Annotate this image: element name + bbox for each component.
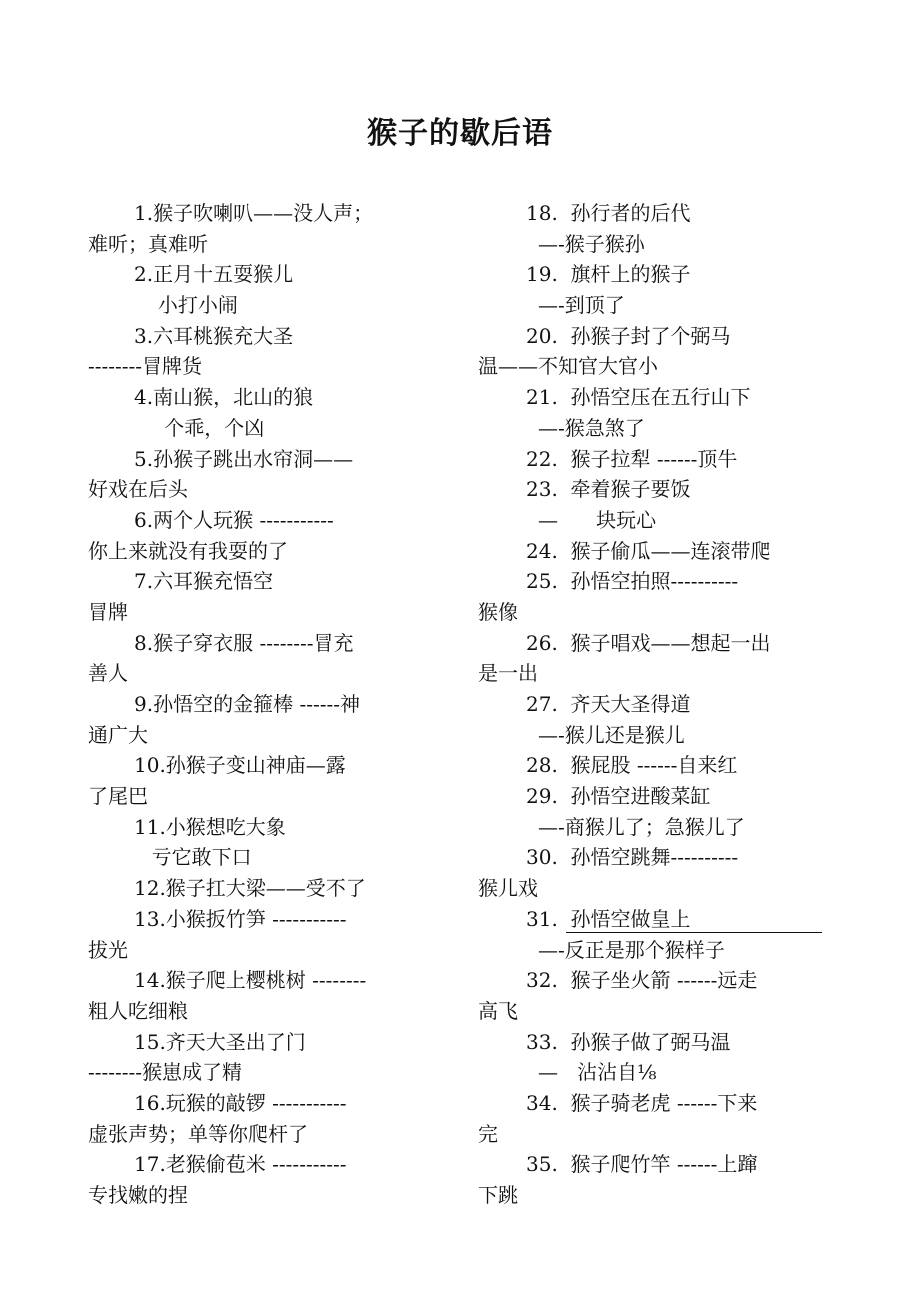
right-line: 29. 孙悟空进酸菜缸 (526, 784, 711, 809)
left-column (88, 198, 448, 1211)
right-line: 18. 孙行者的后代 (526, 201, 691, 225)
right-line: — 块玩心 (538, 507, 657, 532)
right-line: 30. 孙悟空跳舞---------- (526, 845, 739, 870)
left-line: 17.老猴偷苞米 ----------- (134, 1152, 347, 1177)
right-line: 24. 猴子偷瓜——连滚带爬 (526, 538, 771, 563)
right-line: 猴儿戏 (478, 876, 538, 901)
right-line: —-商猴儿了；急猴儿了 (538, 814, 745, 839)
right-line: 22. 猴子拉犁 ------顶牛 (526, 446, 738, 471)
left-line: 拔光 (88, 937, 128, 962)
right-line: 下跳 (478, 1183, 518, 1207)
left-line: 难听；真难听 (88, 231, 208, 256)
left-line: 10.孙猴子变山神庙—露 (134, 753, 346, 778)
left-line: 通广大 (88, 722, 148, 747)
right-line: 33. 孙猴子做了弼马温 (526, 1029, 731, 1054)
left-line: 12.猴子扛大梁——受不了 (134, 876, 366, 901)
right-line: 35. 猴子爬竹竿 ------上蹿 (526, 1152, 758, 1177)
left-line: 善人 (88, 661, 128, 686)
left-line: 9.孙悟空的金箍棒 ------神 (134, 692, 360, 716)
right-line: 20. 孙猴子封了个弼马 (526, 323, 731, 348)
right-line: —-猴子猴孙 (538, 231, 645, 256)
left-line: 好戏在后头 (88, 477, 188, 502)
right-line: 21. 孙悟空压在五行山下 (526, 385, 751, 410)
left-line: 11.小猴想吃大象 (134, 814, 286, 839)
left-line: 13.小猴扳竹笋 ----------- (134, 906, 347, 931)
left-line: 8.猴子穿衣服 --------冒充 (134, 630, 354, 655)
right-column (478, 198, 838, 1211)
right-line: 19. 旗杆上的猴子 (526, 262, 691, 287)
right-line: 25. 孙悟空拍照---------- (526, 569, 739, 594)
right-line: — 沾沾自⅛ (538, 1060, 657, 1085)
right-line: 28. 猴屁股 ------自来红 (526, 753, 738, 778)
right-line: 26. 猴子唱戏——想起一出 (526, 630, 771, 655)
right-line: —-反正是那个猴样子 (538, 937, 725, 962)
right-line: —-猴儿还是猴儿 (538, 722, 685, 747)
left-line: --------猴崽成了精 (88, 1060, 243, 1085)
right-line: 32. 猴子坐火箭 ------远走 (526, 968, 758, 993)
right-line: 高飞 (478, 998, 518, 1023)
left-line: 虚张声势；单等你爬杆了 (88, 1121, 308, 1146)
right-line: 完 (478, 1121, 498, 1146)
left-line: 你上来就没有我耍的了 (88, 538, 288, 563)
left-line: 3.六耳桃猴充大圣 (134, 323, 294, 348)
right-line: 温——不知官大官小 (478, 354, 658, 379)
left-line: --------冒牌货 (88, 354, 203, 379)
page-title: 猴子的歇后语 (367, 116, 553, 151)
left-line: 5.孙猴子跳出水帘洞—— (134, 446, 354, 471)
left-line: 了尾巴 (88, 784, 148, 809)
right-line: 31. 孙悟空做皇上 (478, 904, 838, 935)
left-line: 6.两个人玩猴 ----------- (134, 507, 334, 532)
right-line: 是一出 (478, 661, 538, 686)
left-line: 1.猴子吹喇叭——没人声； (134, 201, 374, 225)
left-line: 专找嫩的捏 (88, 1183, 188, 1207)
left-line: 亏它敢下口 (88, 845, 252, 870)
left-line: 7.六耳猴充悟空 (134, 569, 274, 594)
left-line: 15.齐天大圣出了门 (134, 1029, 306, 1054)
left-line: 14.猴子爬上樱桃树 -------- (134, 968, 367, 993)
left-line: 4.南山猴，北山的狼 (134, 385, 314, 410)
right-line: —-猴急煞了 (538, 415, 645, 440)
left-line: 个乖，个凶 (88, 415, 265, 440)
right-line: —-到顶了 (538, 293, 625, 318)
right-line: 23. 牵着猴子要饭 (526, 477, 691, 502)
left-line: 16.玩猴的敲锣 ----------- (134, 1090, 347, 1115)
left-line: 粗人吃细粮 (88, 998, 188, 1023)
left-line: 2.正月十五耍猴儿 (134, 262, 294, 287)
right-line: 27. 齐天大圣得道 (526, 692, 691, 716)
left-line: 小打小闹 (88, 293, 238, 318)
left-line: 冒牌 (88, 599, 128, 624)
underline-rule (566, 932, 822, 933)
right-line: 34. 猴子骑老虎 ------下来 (526, 1090, 758, 1115)
right-line: 猴像 (478, 599, 518, 624)
